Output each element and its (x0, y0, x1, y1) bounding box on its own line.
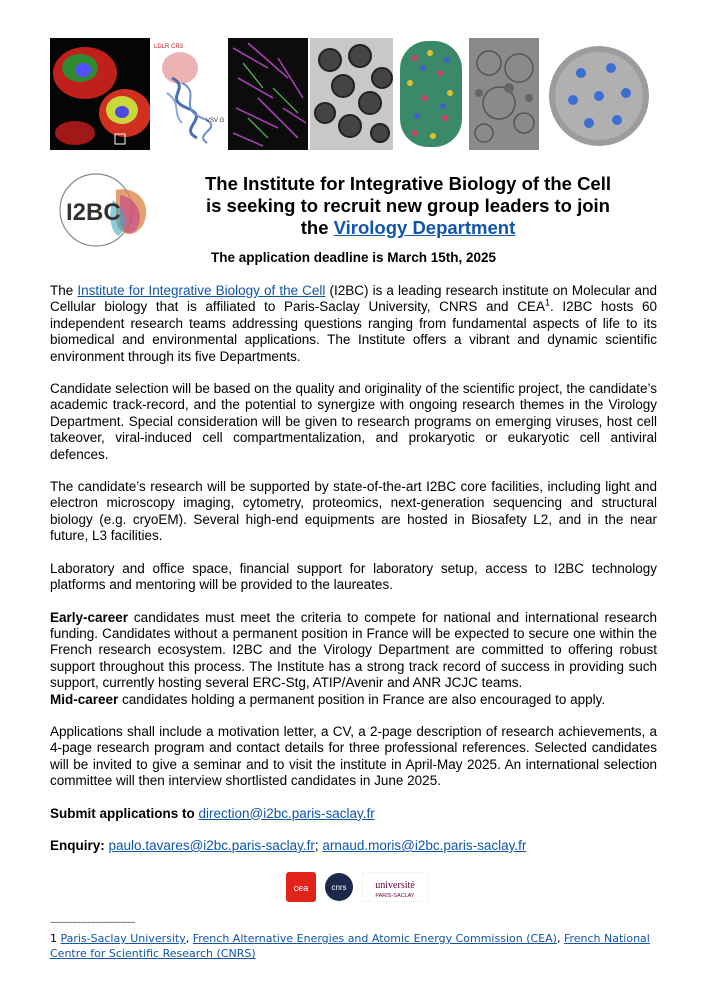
body-text (50, 283, 657, 870)
banner-images (50, 38, 657, 150)
protein-structure-image (152, 38, 226, 150)
direction-email-link[interactable]: direction@i2bc.paris-saclay.fr (198, 805, 375, 821)
cell-tomography-image (469, 38, 539, 150)
cnrs-link[interactable]: French National Centre for Scientific Research (CNRS) (50, 932, 650, 960)
intro-paragraph: The Institute for Integrative Biology of the Cell (I2BC) is a leading research institute on Molecular and Cellular biology that is affiliated to Paris-Saclay University, CNRS and CEA$^1$. I2BC hosts 60 independent research teams addressing questions ranging from fundamental aspects of life to its biomedical and environmental applications. The Institute offers a vibrant and dynamic scientific environment through its five Departments. (50, 283, 657, 364)
confocal-cells-image (50, 38, 150, 150)
svg-text:LDLR CR3: LDLR CR3 (154, 44, 184, 50)
svg-text:cea: cea (293, 883, 309, 893)
tavares-email-link[interactable]: paulo.tavares@i2bc.paris-saclay.fr (108, 837, 315, 853)
enquiry-line: Enquiry: paulo.tavares@i2bc.paris-saclay.fr; arnaud.moris@i2bc.paris-saclay.fr (50, 837, 527, 853)
universite-paris-saclay-logo (362, 872, 428, 902)
footnote-separator: ---------------------------------- (50, 917, 135, 927)
partner-logos (286, 871, 428, 903)
virus-capsid-model-image (541, 38, 653, 150)
svg-text:I2BC: I2BC (66, 199, 121, 226)
application-paragraph: Applications shall include a motivation letter, a CV, a 2-page description of research achievements, a 4-page research program and contact details for three professional references. Selected candidates will be invited to give a seminar and to visit the institute in April-May 2025. An international selection committee will then interview shortlisted candidates in June 2025. (50, 723, 657, 789)
career-paragraph: Early-career candidates must meet the criteria to compete for national and international research funding. Candidates without a permanent position in France will be expected to secure one within the French research ecosystem. I2BC and the Virology Department are committed to offering robust support throughout this process. The Institute has a strong track record of success in providing such support, currently hosting several ERC-Stg, ATIP/Avenir and ANR JCJC teams. Mid-career candidates holding a permanent position in France are also encouraged to apply. (50, 609, 657, 707)
svg-text:université: université (375, 880, 415, 891)
page-title: The Institute for Integrative Biology of the Cell is seeking to recruit new group leaders to join the Virology Department (205, 173, 611, 238)
svg-text:cnrs: cnrs (331, 883, 347, 892)
application-deadline: The application deadline is March 15th, 2025 (210, 250, 497, 265)
facilities-paragraph: The candidate’s research will be supported by state-of-the-art I2BC core facilities, including light and electron microscopy imaging, cytometry, proteomics, next-generation sequencing and structural biology (e.g. cryoEM). Several high-end equipments are hosted in Biosafety L2, and in the near future, L3 facilities. (50, 479, 657, 544)
filament-micrograph-image (228, 38, 308, 150)
colored-capsid-model-image (395, 38, 467, 150)
cea-link[interactable]: French Alternative Energies and Atomic Energy Commission (CEA) (192, 932, 557, 945)
moris-email-link[interactable]: arnaud.moris@i2bc.paris-saclay.fr (322, 837, 527, 853)
header (58, 165, 658, 250)
cea-logo (286, 872, 316, 902)
svg-text:PARIS-SACLAY: PARIS-SACLAY (375, 893, 415, 899)
selection-paragraph: Candidate selection will be based on the quality and originality of the scientific project, the candidate’s academic track-record, and the potential to synergize with ongoing research themes in the Virology Department. Special consideration will be given to research programs on emerging viruses, host cell takeover, viral-induced cell compartmentalization, and prokaryotic or eukaryotic cell antiviral defences. (50, 381, 657, 462)
i2bc-logo (58, 170, 158, 250)
i2bc-website-link[interactable]: Institute for Integrative Biology of the Cell (77, 283, 326, 298)
submit-line: Submit applications to direction@i2bc.paris-saclay.fr (50, 805, 375, 821)
footnote: 1 Paris-Saclay University, French Alternative Energies and Atomic Energy Commission (CEA), French National Centre for Scientific Research (CNRS) (50, 932, 650, 960)
paris-saclay-link[interactable]: Paris-Saclay University (60, 932, 186, 945)
support-paragraph: Laboratory and office space, financial support for laboratory setup, access to I2BC technology platforms and mentoring will be provided to the laureates. (50, 560, 657, 593)
virus-particles-micrograph-image (310, 38, 393, 150)
cnrs-logo (324, 872, 354, 902)
svg-text:VSV G: VSV G (206, 118, 225, 124)
virology-department-link[interactable]: Virology Department (333, 217, 516, 238)
